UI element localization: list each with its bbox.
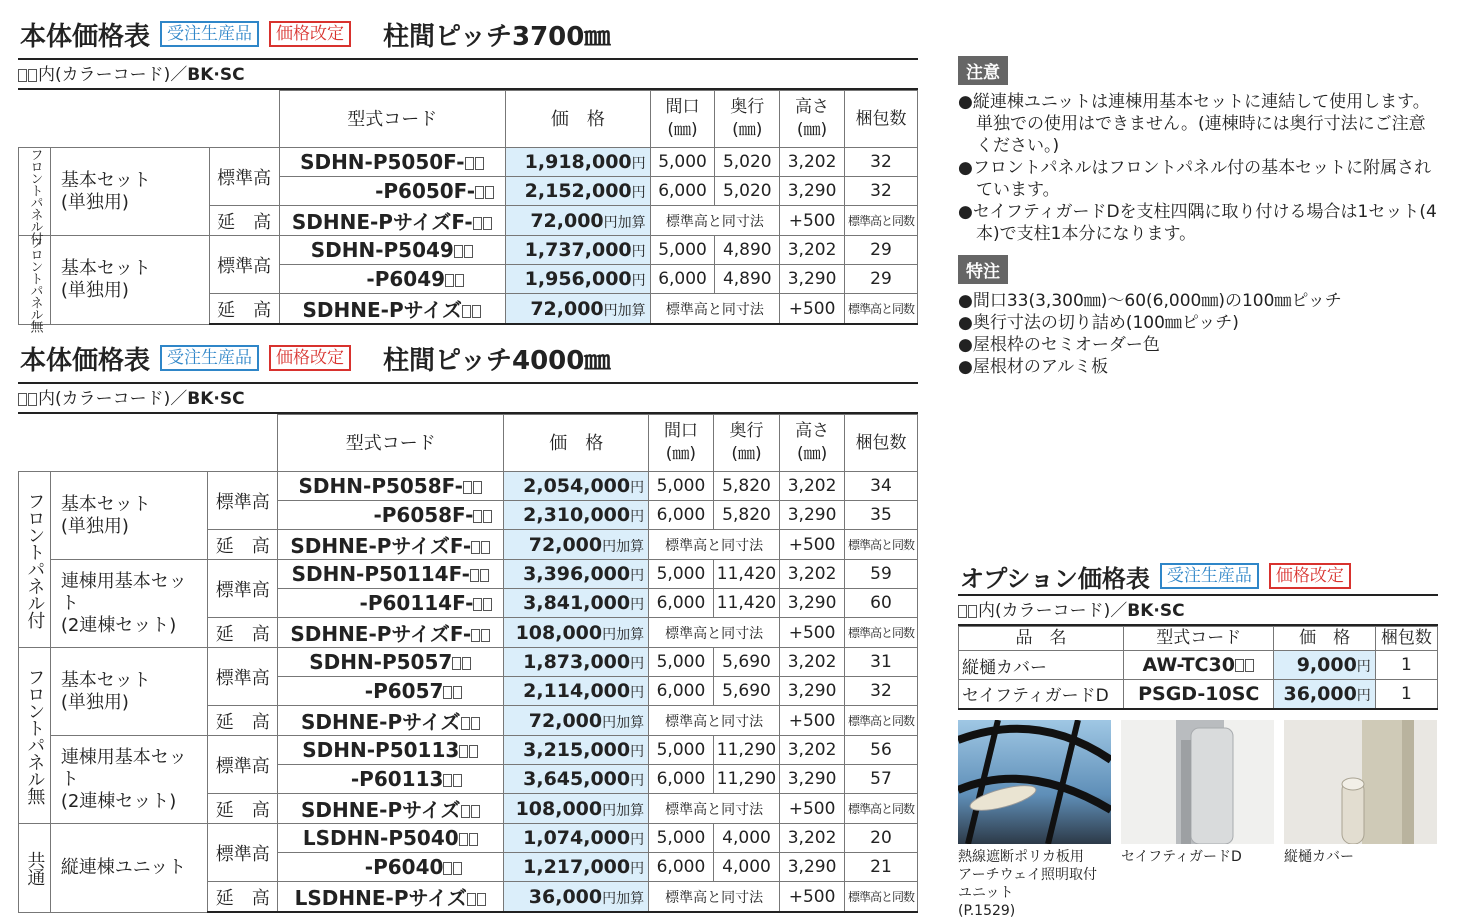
caution-list (958, 91, 1438, 245)
table-row (19, 560, 918, 589)
color-code-placeholder-box (18, 69, 27, 82)
package-qty: 20 (844, 824, 917, 853)
depth-cell: 5,020 (715, 148, 780, 177)
color-code-placeholder-box (469, 833, 478, 846)
table-cell: 型式コード (1124, 627, 1274, 651)
height-cell: +500 (780, 794, 845, 824)
group-label: 共通 (19, 824, 51, 913)
badge-made-to-order: 受注生産品 (1160, 563, 1259, 589)
height-type: 標準高 (209, 148, 279, 206)
photo-lighting-unit (958, 720, 1111, 920)
color-code-placeholder-box (443, 774, 452, 787)
height-type: 延 高 (209, 206, 279, 236)
special-order-item: ●屋根材のアルミ板 (958, 357, 1109, 377)
height-cell: 3,202 (780, 236, 845, 265)
model-code: SDHNE-Pサイズ (278, 794, 504, 824)
price-cell: 3,841,000円 (504, 589, 649, 618)
color-code-placeholder-box (473, 510, 482, 523)
width-cell: 6,000 (649, 765, 714, 794)
badge-made-to-order: 受注生産品 (160, 345, 259, 371)
width-cell: 6,000 (649, 501, 714, 530)
model-code: SDHN-P5058F- (278, 472, 504, 501)
price-cell: 2,054,000円 (504, 472, 649, 501)
model-code: SDHN-P50113 (278, 736, 504, 765)
package-qty: 32 (844, 177, 917, 206)
model-code: SDHN-P5049 (279, 236, 506, 265)
color-code-placeholder-box (473, 598, 482, 611)
badge-price-revision: 価格改定 (269, 345, 351, 371)
color-code-placeholder-box (480, 569, 489, 582)
price-cell: 1,918,000円 (506, 148, 651, 177)
model-code: -P6058F- (278, 501, 504, 530)
dimension-note: 標準高と同寸法 (650, 206, 780, 236)
height-cell: 3,290 (780, 677, 845, 706)
color-code-placeholder-box (477, 893, 486, 906)
color-code-placeholder-box (470, 569, 479, 582)
color-code-line: 内(カラーコード)／BK·SC (18, 60, 918, 90)
caution-item: ●縦連棟ユニットは連棟用基本セットに連結して使用します。単独での使用はできません。(連棟時には奥行寸法にご注意ください。) (958, 92, 1430, 156)
dimension-note: 標準高と同寸法 (650, 294, 780, 325)
section-title (18, 10, 918, 60)
color-code-placeholder-box (485, 186, 494, 199)
width-cell: 5,000 (650, 148, 715, 177)
photo-caption: 熱線遮断ポリカ板用 アーチウェイ照明取付ユニット (P.1529) (958, 849, 1098, 919)
package-qty: 31 (844, 648, 917, 677)
price-cell: 36,000円 (1274, 680, 1375, 709)
header-depth: 奥行 (㎜) (715, 91, 780, 148)
table-cell (19, 91, 280, 148)
color-code-placeholder-box (472, 305, 481, 318)
category-label: 基本セット (単独用) (50, 236, 209, 325)
price-cell: 1,873,000円 (504, 648, 649, 677)
height-type: 延 高 (208, 706, 278, 736)
table-row (959, 651, 1438, 680)
depth-cell: 11,290 (713, 736, 779, 765)
header-qty: 梱包数 (844, 91, 917, 148)
header-row (19, 415, 918, 472)
package-qty: 1 (1375, 651, 1437, 680)
header-width: 間口 (㎜) (650, 91, 715, 148)
color-code-placeholder-box (483, 217, 492, 230)
package-qty: 34 (844, 472, 917, 501)
price-cell: 2,310,000円 (504, 501, 649, 530)
depth-cell: 4,890 (715, 265, 780, 294)
depth-cell: 5,690 (713, 677, 779, 706)
height-cell: +500 (780, 530, 845, 560)
height-cell: +500 (780, 618, 845, 648)
price-cell: 9,000円 (1274, 651, 1375, 680)
model-code: SDHNE-PサイズF- (278, 618, 504, 648)
depth-cell: 5,020 (715, 177, 780, 206)
model-code: -P60113 (278, 765, 504, 794)
package-qty: 57 (844, 765, 917, 794)
package-qty: 29 (844, 236, 917, 265)
color-code-placeholder-box (452, 657, 461, 670)
category-label: 連棟用基本セット (2連棟セット) (50, 736, 208, 824)
photo-row (958, 720, 1438, 920)
package-qty: 標準高と同数 (844, 882, 917, 913)
color-code-line: 内(カラーコード)／BK·SC (958, 596, 1438, 626)
height-cell: 3,202 (780, 824, 845, 853)
model-code: -P6050F- (279, 177, 506, 206)
price-cell: 3,396,000円 (504, 560, 649, 589)
height-type: 延 高 (208, 530, 278, 560)
table-title: オプション価格表 (960, 564, 1150, 593)
color-code-placeholder-box (469, 745, 478, 758)
package-qty: 標準高と同数 (844, 206, 917, 236)
model-code: LSDHN-P5040 (278, 824, 504, 853)
color-code-placeholder-box (462, 305, 471, 318)
price-cell: 108,000円加算 (504, 794, 649, 824)
color-code-placeholder-box (483, 510, 492, 523)
caution-item: ●セイフティガードDを支柱四隅に取り付ける場合は1セット(4本)で支柱1本分になります。 (958, 202, 1437, 244)
group-label: フロントパネル無 (19, 648, 51, 824)
height-cell: +500 (780, 882, 845, 913)
photo-caption: 縦樋カバー (1284, 849, 1354, 865)
special-order-tag: 特注 (958, 255, 1008, 284)
height-type: 標準高 (208, 472, 278, 530)
color-code-placeholder-box (18, 393, 27, 406)
price-cell: 36,000円加算 (504, 882, 649, 913)
model-code: SDHN-P5057 (278, 648, 504, 677)
depth-cell: 5,820 (713, 501, 779, 530)
model-code: AW-TC30 (1124, 651, 1274, 680)
color-code-placeholder-box (471, 541, 480, 554)
price-cell: 1,737,000円 (506, 236, 651, 265)
table-row (19, 824, 918, 853)
badge-price-revision: 価格改定 (269, 21, 351, 47)
height-cell: 3,202 (780, 148, 845, 177)
package-qty: 29 (844, 265, 917, 294)
pitch-label: 柱間ピッチ3700㎜ (383, 21, 611, 52)
table-title: 本体価格表 (20, 345, 151, 376)
width-cell: 6,000 (649, 677, 714, 706)
color-code-placeholder-box (473, 217, 482, 230)
height-type: 延 高 (208, 794, 278, 824)
item-name: 縦樋カバー (959, 651, 1124, 680)
caution-item: ●フロントパネルはフロントパネル付の基本セットに附属されています。 (958, 158, 1432, 200)
special-order-item: ●屋根枠のセミオーダー色 (958, 335, 1160, 355)
height-cell: 3,290 (780, 177, 845, 206)
width-cell: 5,000 (649, 824, 714, 853)
model-code: SDHN-P50114F- (278, 560, 504, 589)
model-code: -P6057 (278, 677, 504, 706)
header-row (959, 627, 1438, 651)
color-code-placeholder-box (465, 157, 474, 170)
color-code-placeholder-box (453, 774, 462, 787)
height-cell: 3,202 (780, 560, 845, 589)
color-code-line: 内(カラーコード)／BK·SC (18, 384, 918, 414)
color-code-placeholder-box (454, 245, 463, 258)
width-cell: 5,000 (649, 560, 714, 589)
table-cell: 価 格 (1274, 627, 1375, 651)
package-qty: 60 (844, 589, 917, 618)
section-title (958, 558, 1438, 596)
category-label: 基本セット (単独用) (50, 472, 208, 560)
dimension-note: 標準高と同寸法 (649, 618, 780, 648)
color-code-placeholder-box (461, 717, 470, 730)
model-code: SDHNE-Pサイズ (279, 294, 506, 325)
depth-cell: 11,290 (713, 765, 779, 794)
color-code-placeholder-box (459, 833, 468, 846)
color-code-placeholder-box (445, 274, 454, 287)
special-order-list (958, 290, 1438, 378)
model-code: -P6040 (278, 853, 504, 882)
height-cell: 3,202 (780, 472, 845, 501)
color-code-placeholder-box (28, 393, 37, 406)
color-code-placeholder-box (453, 862, 462, 875)
color-code-placeholder-box (471, 629, 480, 642)
table-cell: 梱包数 (1375, 627, 1437, 651)
model-code: PSGD-10SC (1124, 680, 1274, 709)
height-type: 標準高 (208, 648, 278, 706)
price-table-3700 (18, 10, 918, 332)
table-title: 本体価格表 (20, 21, 151, 52)
package-qty: 32 (844, 677, 917, 706)
header-height: 高さ (㎜) (780, 415, 845, 472)
price-cell: 72,000円加算 (506, 294, 651, 325)
height-type: 延 高 (208, 618, 278, 648)
header-price: 価 格 (506, 91, 651, 148)
price-cell: 3,215,000円 (504, 736, 649, 765)
color-code-placeholder-box (467, 893, 476, 906)
special-order-item: ●奥行寸法の切り詰め(100㎜ピッチ) (958, 313, 1239, 333)
color-code-placeholder-box (464, 245, 473, 258)
color-code-placeholder-box (463, 481, 472, 494)
color-code-placeholder-box (471, 717, 480, 730)
photo-safety-guard (1121, 720, 1274, 920)
price-cell: 3,645,000円 (504, 765, 649, 794)
model-code: SDHN-P5050F- (279, 148, 506, 177)
price-table (18, 90, 918, 332)
color-code-placeholder-box (28, 69, 37, 82)
gutter-cover-image (1284, 720, 1437, 844)
width-cell: 6,000 (650, 265, 715, 294)
height-type: 標準高 (208, 736, 278, 794)
color-code-placeholder-box (1245, 659, 1254, 672)
height-cell: 3,290 (780, 589, 845, 618)
table-cell: 品 名 (959, 627, 1124, 651)
color-code-placeholder-box (455, 274, 464, 287)
height-cell: +500 (780, 294, 845, 325)
height-cell: +500 (780, 206, 845, 236)
height-cell: +500 (780, 706, 845, 736)
price-table-4000 (18, 334, 918, 913)
table-row (19, 736, 918, 765)
color-code-placeholder-box (958, 605, 967, 618)
price-cell: 1,956,000円 (506, 265, 651, 294)
package-qty: 標準高と同数 (844, 794, 917, 824)
dimension-note: 標準高と同寸法 (649, 882, 780, 913)
item-name: セイフティガードD (959, 680, 1124, 709)
badge-made-to-order: 受注生産品 (160, 21, 259, 47)
height-type: 標準高 (208, 560, 278, 618)
package-qty: 21 (844, 853, 917, 882)
dimension-note: 標準高と同寸法 (649, 794, 780, 824)
model-code: SDHNE-Pサイズ (278, 706, 504, 736)
dimension-note: 標準高と同寸法 (649, 706, 780, 736)
caution-tag: 注意 (958, 56, 1008, 85)
color-code-placeholder-box (443, 686, 452, 699)
depth-cell: 11,420 (713, 589, 779, 618)
package-qty: 標準高と同数 (844, 530, 917, 560)
width-cell: 5,000 (649, 648, 714, 677)
color-code-placeholder-box (1235, 659, 1244, 672)
model-code: -P6049 (279, 265, 506, 294)
price-cell: 72,000円加算 (504, 530, 649, 560)
photo-gutter-cover (1284, 720, 1437, 920)
model-code: -P60114F- (278, 589, 504, 618)
model-code: SDHNE-PサイズF- (278, 530, 504, 560)
table-row (959, 680, 1438, 709)
width-cell: 6,000 (650, 177, 715, 206)
color-code-placeholder-box (443, 862, 452, 875)
header-price: 価 格 (504, 415, 649, 472)
color-code-placeholder-box (471, 805, 480, 818)
color-code-placeholder-box (475, 157, 484, 170)
badge-price-revision: 価格改定 (1269, 563, 1351, 589)
height-cell: 3,290 (780, 265, 845, 294)
pitch-label: 柱間ピッチ4000㎜ (383, 345, 611, 376)
height-type: 延 高 (208, 882, 278, 913)
height-cell: 3,290 (780, 853, 845, 882)
height-type: 標準高 (209, 236, 279, 294)
color-code-placeholder-box (459, 745, 468, 758)
width-cell: 5,000 (650, 236, 715, 265)
model-code: LSDHNE-Pサイズ (278, 882, 504, 913)
group-label: フロントパネル無 (19, 236, 51, 325)
option-price-table (958, 558, 1438, 710)
category-label: 連棟用基本セット (2連棟セット) (50, 560, 208, 648)
table-row (19, 148, 918, 177)
model-code: SDHNE-PサイズF- (279, 206, 506, 236)
height-cell: 3,290 (780, 501, 845, 530)
price-cell: 1,217,000円 (504, 853, 649, 882)
category-label: 基本セット (単独用) (50, 648, 208, 736)
package-qty: 35 (844, 501, 917, 530)
header-width: 間口 (㎜) (649, 415, 714, 472)
price-cell: 72,000円加算 (504, 706, 649, 736)
depth-cell: 11,420 (713, 560, 779, 589)
table-row (19, 648, 918, 677)
package-qty: 標準高と同数 (844, 618, 917, 648)
category-label: 基本セット (単独用) (50, 148, 209, 236)
depth-cell: 4,000 (713, 824, 779, 853)
notes-panel (958, 56, 1438, 378)
header-qty: 梱包数 (844, 415, 917, 472)
dimension-note: 標準高と同寸法 (649, 530, 780, 560)
height-type: 延 高 (209, 294, 279, 325)
section-title (18, 334, 918, 384)
color-code-placeholder-box (481, 541, 490, 554)
table-cell (19, 415, 278, 472)
safety-guard-image (1121, 720, 1274, 844)
table-row (19, 236, 918, 265)
depth-cell: 4,000 (713, 853, 779, 882)
color-code-placeholder-box (453, 686, 462, 699)
depth-cell: 4,890 (715, 236, 780, 265)
depth-cell: 5,690 (713, 648, 779, 677)
header-code: 型式コード (279, 91, 506, 148)
package-qty: 56 (844, 736, 917, 765)
height-cell: 3,290 (780, 765, 845, 794)
group-label: フロントパネル付 (19, 472, 51, 648)
price-table (18, 414, 918, 913)
option-table (958, 626, 1438, 710)
height-cell: 3,202 (780, 648, 845, 677)
package-qty: 1 (1375, 680, 1437, 709)
header-row (19, 91, 918, 148)
package-qty: 32 (844, 148, 917, 177)
table-row (19, 472, 918, 501)
header-code: 型式コード (278, 415, 504, 472)
color-code-placeholder-box (461, 805, 470, 818)
height-cell: 3,202 (780, 736, 845, 765)
package-qty: 標準高と同数 (844, 294, 917, 325)
header-depth: 奥行 (㎜) (713, 415, 779, 472)
width-cell: 6,000 (649, 589, 714, 618)
group-label: フロントパネル付 (19, 148, 51, 236)
color-code-placeholder-box (481, 629, 490, 642)
price-cell: 108,000円加算 (504, 618, 649, 648)
package-qty: 標準高と同数 (844, 706, 917, 736)
price-cell: 1,074,000円 (504, 824, 649, 853)
color-code-placeholder-box (462, 657, 471, 670)
depth-cell: 5,820 (713, 472, 779, 501)
price-cell: 2,152,000円 (506, 177, 651, 206)
color-code-placeholder-box (473, 481, 482, 494)
package-qty: 59 (844, 560, 917, 589)
height-type: 標準高 (208, 824, 278, 882)
width-cell: 6,000 (649, 853, 714, 882)
color-code-placeholder-box (968, 605, 977, 618)
header-height: 高さ (㎜) (780, 91, 845, 148)
price-cell: 72,000円加算 (506, 206, 651, 236)
price-cell: 2,114,000円 (504, 677, 649, 706)
category-label: 縦連棟ユニット (50, 824, 208, 913)
color-code-placeholder-box (475, 186, 484, 199)
lighting-unit-image (958, 720, 1111, 844)
color-code-placeholder-box (483, 598, 492, 611)
width-cell: 5,000 (649, 472, 714, 501)
width-cell: 5,000 (649, 736, 714, 765)
special-order-item: ●間口33(3,300㎜)〜60(6,000㎜)の100㎜ピッチ (958, 291, 1342, 311)
photo-caption: セイフティガードD (1121, 849, 1242, 865)
